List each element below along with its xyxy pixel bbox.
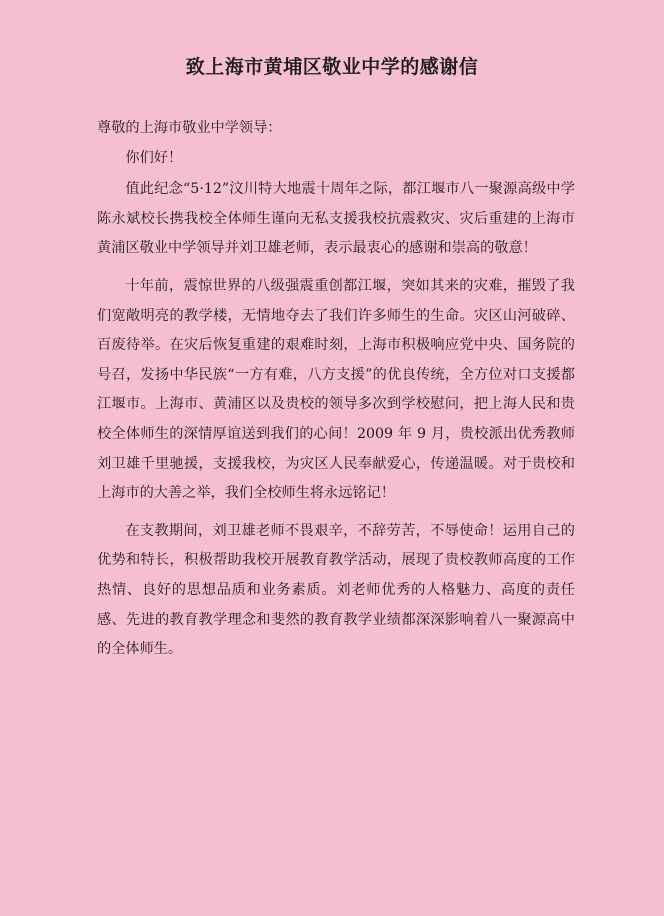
letter-paragraph-2: 十年前，震惊世界的八级强震重创都江堰，突如其来的灾难，摧毁了我们宽敞明亮的教学楼，无情地夺去了我们许多师生的生命。灾区山河破碎、百废待举。在灾后恢复重建的艰难时刻，上海市积极响应党中央、国务院的号召，发扬中华民族“一方有难，八方支援”的优良传统，全方位对口支援都江堰市。上海市、黄浦区以及贵校的领导多次到学校慰问，把上海人民和贵校全体师生的深情厚谊送到我们的心间！2009 年 9 月，贵校派出优秀教师刘卫雄千里驰援，支援我校，为灾区人民奉献爱心，传递温暖。对于贵校和上海市的大善之举，我们全校师生将永远铭记！ — [97, 277, 575, 502]
letter-paragraph-3: 在支教期间，刘卫雄老师不畏艰辛，不辞劳苦，不辱使命！运用自己的优势和特长，积极帮助我校开展教育教学活动，展现了贵校教师高度的工作热情、良好的思想品质和业务素质。刘老师优秀的人格魅力、高度的责任感、先进的教育教学理念和斐然的教育教学业绩都深深影响着八一聚源高中的全体师生。 — [97, 522, 575, 658]
letter-body — [97, 114, 575, 665]
letter-salutation: 尊敬的上海市敬业中学领导： — [97, 120, 282, 136]
letter-greeting: 你们好！ — [125, 149, 183, 166]
letter-paragraph-1: 值此纪念“5·12”汶川特大地震十周年之际，都江堰市八一聚源高级中学陈永斌校长携我校全体师生谨向无私支援我校抗震救灾、灾后重建的上海市黄浦区敬业中学领导并刘卫雄老师，表示最衷心的感谢和崇高的敬意！ — [97, 181, 575, 257]
letter-title: 致上海市黄埔区敬业中学的感谢信 — [185, 56, 479, 78]
